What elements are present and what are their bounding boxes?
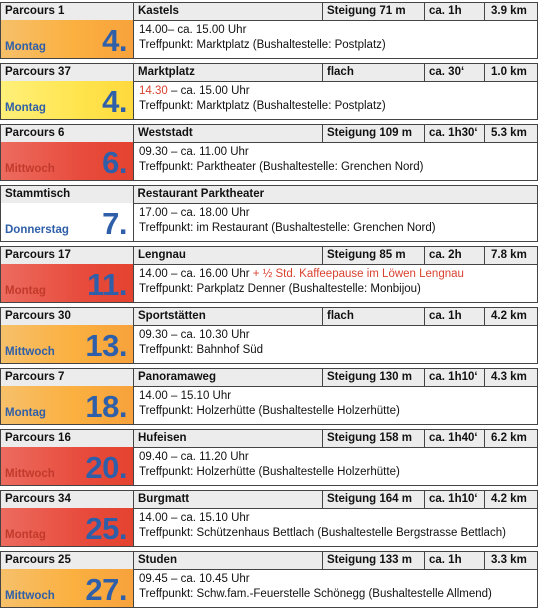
entry-date: 25.	[85, 511, 127, 546]
entry-time: 09.30 – ca. 11.00 Uhr	[139, 146, 249, 158]
entry-info	[134, 508, 537, 546]
entry-incline: Steigung 71 m	[323, 3, 425, 20]
entry-weekday: Montag	[5, 529, 46, 541]
entry-header	[1, 3, 537, 21]
entry-header	[1, 186, 537, 204]
entry-meeting-point: Treffpunkt: Schw.fam.-Feuerstelle Schönegg (Bushaltestelle Allmend)	[139, 588, 492, 600]
entry-distance: 3.3 km	[491, 554, 527, 566]
entry-info	[134, 81, 537, 119]
entry-distance: 7.8 km	[491, 249, 527, 261]
entry-name: Parcours 37	[1, 64, 134, 81]
entry-duration: ca. 1h	[425, 552, 485, 569]
entry-duration: ca. 2h	[425, 247, 485, 264]
entry-day-cell	[1, 264, 134, 302]
entry-place: Kastels	[134, 3, 323, 20]
entry-date: 11.	[87, 267, 127, 302]
entry-incline: Steigung 85 m	[323, 247, 425, 264]
entry-date: 4.	[102, 84, 127, 119]
entry-name: Parcours 6	[1, 125, 134, 142]
entry-day-cell	[1, 325, 134, 363]
schedule-entry	[0, 490, 538, 547]
entry-duration: ca. 1h	[425, 3, 485, 20]
entry-time: 09.45 – ca. 10.45 Uhr	[139, 573, 250, 585]
entry-incline: flach	[323, 64, 425, 81]
entry-name: Parcours 16	[1, 430, 134, 447]
entry-time: – ca. 15.00 Uhr	[167, 85, 250, 97]
schedule-entry	[0, 429, 538, 486]
entry-date: 4.	[102, 23, 127, 58]
entry-place: Hufeisen	[134, 430, 323, 447]
entry-header	[1, 369, 537, 387]
entry-duration: ca. 1h10‘	[425, 369, 485, 386]
entry-info	[134, 142, 537, 180]
entry-header	[1, 64, 537, 82]
entry-distance: 4.3 km	[491, 371, 527, 383]
schedule-entry	[0, 2, 538, 59]
entry-meeting-point: Treffpunkt: Holzerhütte (Bushaltestelle Holzerhütte)	[139, 405, 400, 417]
entry-distance: 4.2 km	[491, 310, 527, 322]
entry-info	[134, 447, 537, 485]
entry-incline: Steigung 133 m	[323, 552, 425, 569]
entry-place: Weststadt	[134, 125, 323, 142]
entry-day-cell	[1, 508, 134, 546]
entry-time-note: + ½ Std. Kaffeepause im Löwen Lengnau	[249, 268, 464, 280]
entry-time-line	[139, 450, 537, 465]
entry-meeting-point: Treffpunkt: Schützenhaus Bettlach (Bushaltestelle Bergstrasse Bettlach)	[139, 527, 506, 539]
entry-time: 09.40 – ca. 11.20 Uhr	[139, 451, 249, 463]
entry-date: 7.	[102, 206, 127, 241]
entry-distance: 6.2 km	[491, 432, 527, 444]
entry-header	[1, 430, 537, 448]
entry-date: 20.	[85, 450, 127, 485]
entry-time-line	[139, 267, 537, 282]
entry-incline: Steigung 158 m	[323, 430, 425, 447]
entry-name: Parcours 7	[1, 369, 134, 386]
entry-date: 18.	[85, 389, 127, 424]
entry-distance: 3.9 km	[491, 5, 527, 17]
entry-duration: ca. 30‘	[425, 64, 485, 81]
entry-time-start: 14.30	[139, 85, 168, 97]
entry-time: 17.00 – ca. 18.00 Uhr	[139, 207, 250, 219]
entry-place: Panoramaweg	[134, 369, 323, 386]
entry-weekday: Mittwoch	[5, 346, 55, 358]
entry-weekday: Montag	[5, 407, 46, 419]
entry-duration: ca. 1h10‘	[425, 491, 485, 508]
entry-header	[1, 491, 537, 509]
entry-name: Parcours 30	[1, 308, 134, 325]
entry-time: 14.00– ca. 15.00 Uhr	[139, 24, 247, 36]
entry-weekday: Montag	[5, 41, 46, 53]
entry-day-cell	[1, 447, 134, 485]
entry-time-line	[139, 389, 537, 404]
entry-day-cell	[1, 203, 134, 241]
entry-distance: 1.0 km	[491, 66, 527, 78]
entry-day-cell	[1, 386, 134, 424]
schedule-entry	[0, 551, 538, 608]
entry-time: 14.00 – ca. 15.10 Uhr	[139, 512, 250, 524]
entry-info	[134, 325, 537, 363]
entry-duration: ca. 1h	[425, 308, 485, 325]
entry-header	[1, 308, 537, 326]
entry-duration: ca. 1h40‘	[425, 430, 485, 447]
entry-name: Stammtisch	[1, 186, 134, 203]
entry-place: Lengnau	[134, 247, 323, 264]
entry-day-cell	[1, 81, 134, 119]
entry-meeting-point: Treffpunkt: Holzerhütte (Bushaltestelle Holzerhütte)	[139, 466, 400, 478]
entry-place: Marktplatz	[134, 64, 323, 81]
entry-time-line	[139, 328, 537, 343]
entry-time-line	[139, 145, 537, 160]
entry-meeting-point: Treffpunkt: Marktplatz (Bushaltestelle: Postplatz)	[139, 100, 386, 112]
schedule-entry	[0, 368, 538, 425]
entry-place: Studen	[134, 552, 323, 569]
entry-distance: 4.2 km	[491, 493, 527, 505]
entry-info	[134, 203, 537, 241]
entry-date: 13.	[85, 328, 127, 363]
entry-meeting-point: Treffpunkt: im Restaurant (Bushaltestelle: Grenchen Nord)	[139, 222, 436, 234]
entry-name: Parcours 17	[1, 247, 134, 264]
entry-header	[1, 552, 537, 570]
entry-time: 14.00 – 15.10 Uhr	[139, 390, 232, 402]
entry-incline: Steigung 164 m	[323, 491, 425, 508]
entry-weekday: Mittwoch	[5, 163, 55, 175]
entry-place: Burgmatt	[134, 491, 323, 508]
entry-day-cell	[1, 20, 134, 58]
entry-time-line	[139, 84, 537, 99]
entry-weekday: Montag	[5, 285, 46, 297]
entry-time-line	[139, 572, 537, 587]
entry-info	[134, 20, 537, 58]
entry-header	[1, 247, 537, 265]
entry-header	[1, 125, 537, 143]
entry-incline: Steigung 109 m	[323, 125, 425, 142]
entry-name: Parcours 34	[1, 491, 134, 508]
entry-time-line	[139, 23, 537, 38]
entry-duration: ca. 1h30‘	[425, 125, 485, 142]
entry-time: 09.30 – ca. 10.30 Uhr	[139, 329, 250, 341]
entry-meeting-point: Treffpunkt: Bahnhof Süd	[139, 344, 264, 356]
entry-day-cell	[1, 142, 134, 180]
entry-incline: flach	[323, 308, 425, 325]
entry-info	[134, 569, 537, 607]
entry-distance: 5.3 km	[491, 127, 527, 139]
entry-place: Restaurant Parktheater	[137, 188, 265, 200]
entry-time-line	[139, 206, 537, 221]
entry-time: 14.00 – ca. 16.00 Uhr	[139, 268, 250, 280]
entry-meeting-point: Treffpunkt: Marktplatz (Bushaltestelle: Postplatz)	[139, 39, 386, 51]
entry-date: 6.	[102, 145, 127, 180]
entry-incline: Steigung 130 m	[323, 369, 425, 386]
entry-time-line	[139, 511, 537, 526]
entry-name: Parcours 1	[1, 3, 134, 20]
entry-info	[134, 264, 537, 302]
schedule-entry	[0, 307, 538, 364]
entry-weekday: Donnerstag	[5, 224, 69, 236]
entry-name: Parcours 25	[1, 552, 134, 569]
entry-meeting-point: Treffpunkt: Parktheater (Bushaltestelle: Grenchen Nord)	[139, 161, 424, 173]
schedule-entry	[0, 246, 538, 303]
schedule-entry	[0, 185, 538, 242]
entry-date: 27.	[85, 572, 127, 607]
entry-meeting-point: Treffpunkt: Parkplatz Denner (Bushaltestelle: Monbijou)	[139, 283, 421, 295]
entry-day-cell	[1, 569, 134, 607]
entry-weekday: Mittwoch	[5, 468, 55, 480]
entry-place: Sportstätten	[134, 308, 323, 325]
schedule-entry	[0, 124, 538, 181]
entry-weekday: Montag	[5, 102, 46, 114]
entry-info	[134, 386, 537, 424]
entry-weekday: Mittwoch	[5, 590, 55, 602]
schedule-entry	[0, 63, 538, 120]
